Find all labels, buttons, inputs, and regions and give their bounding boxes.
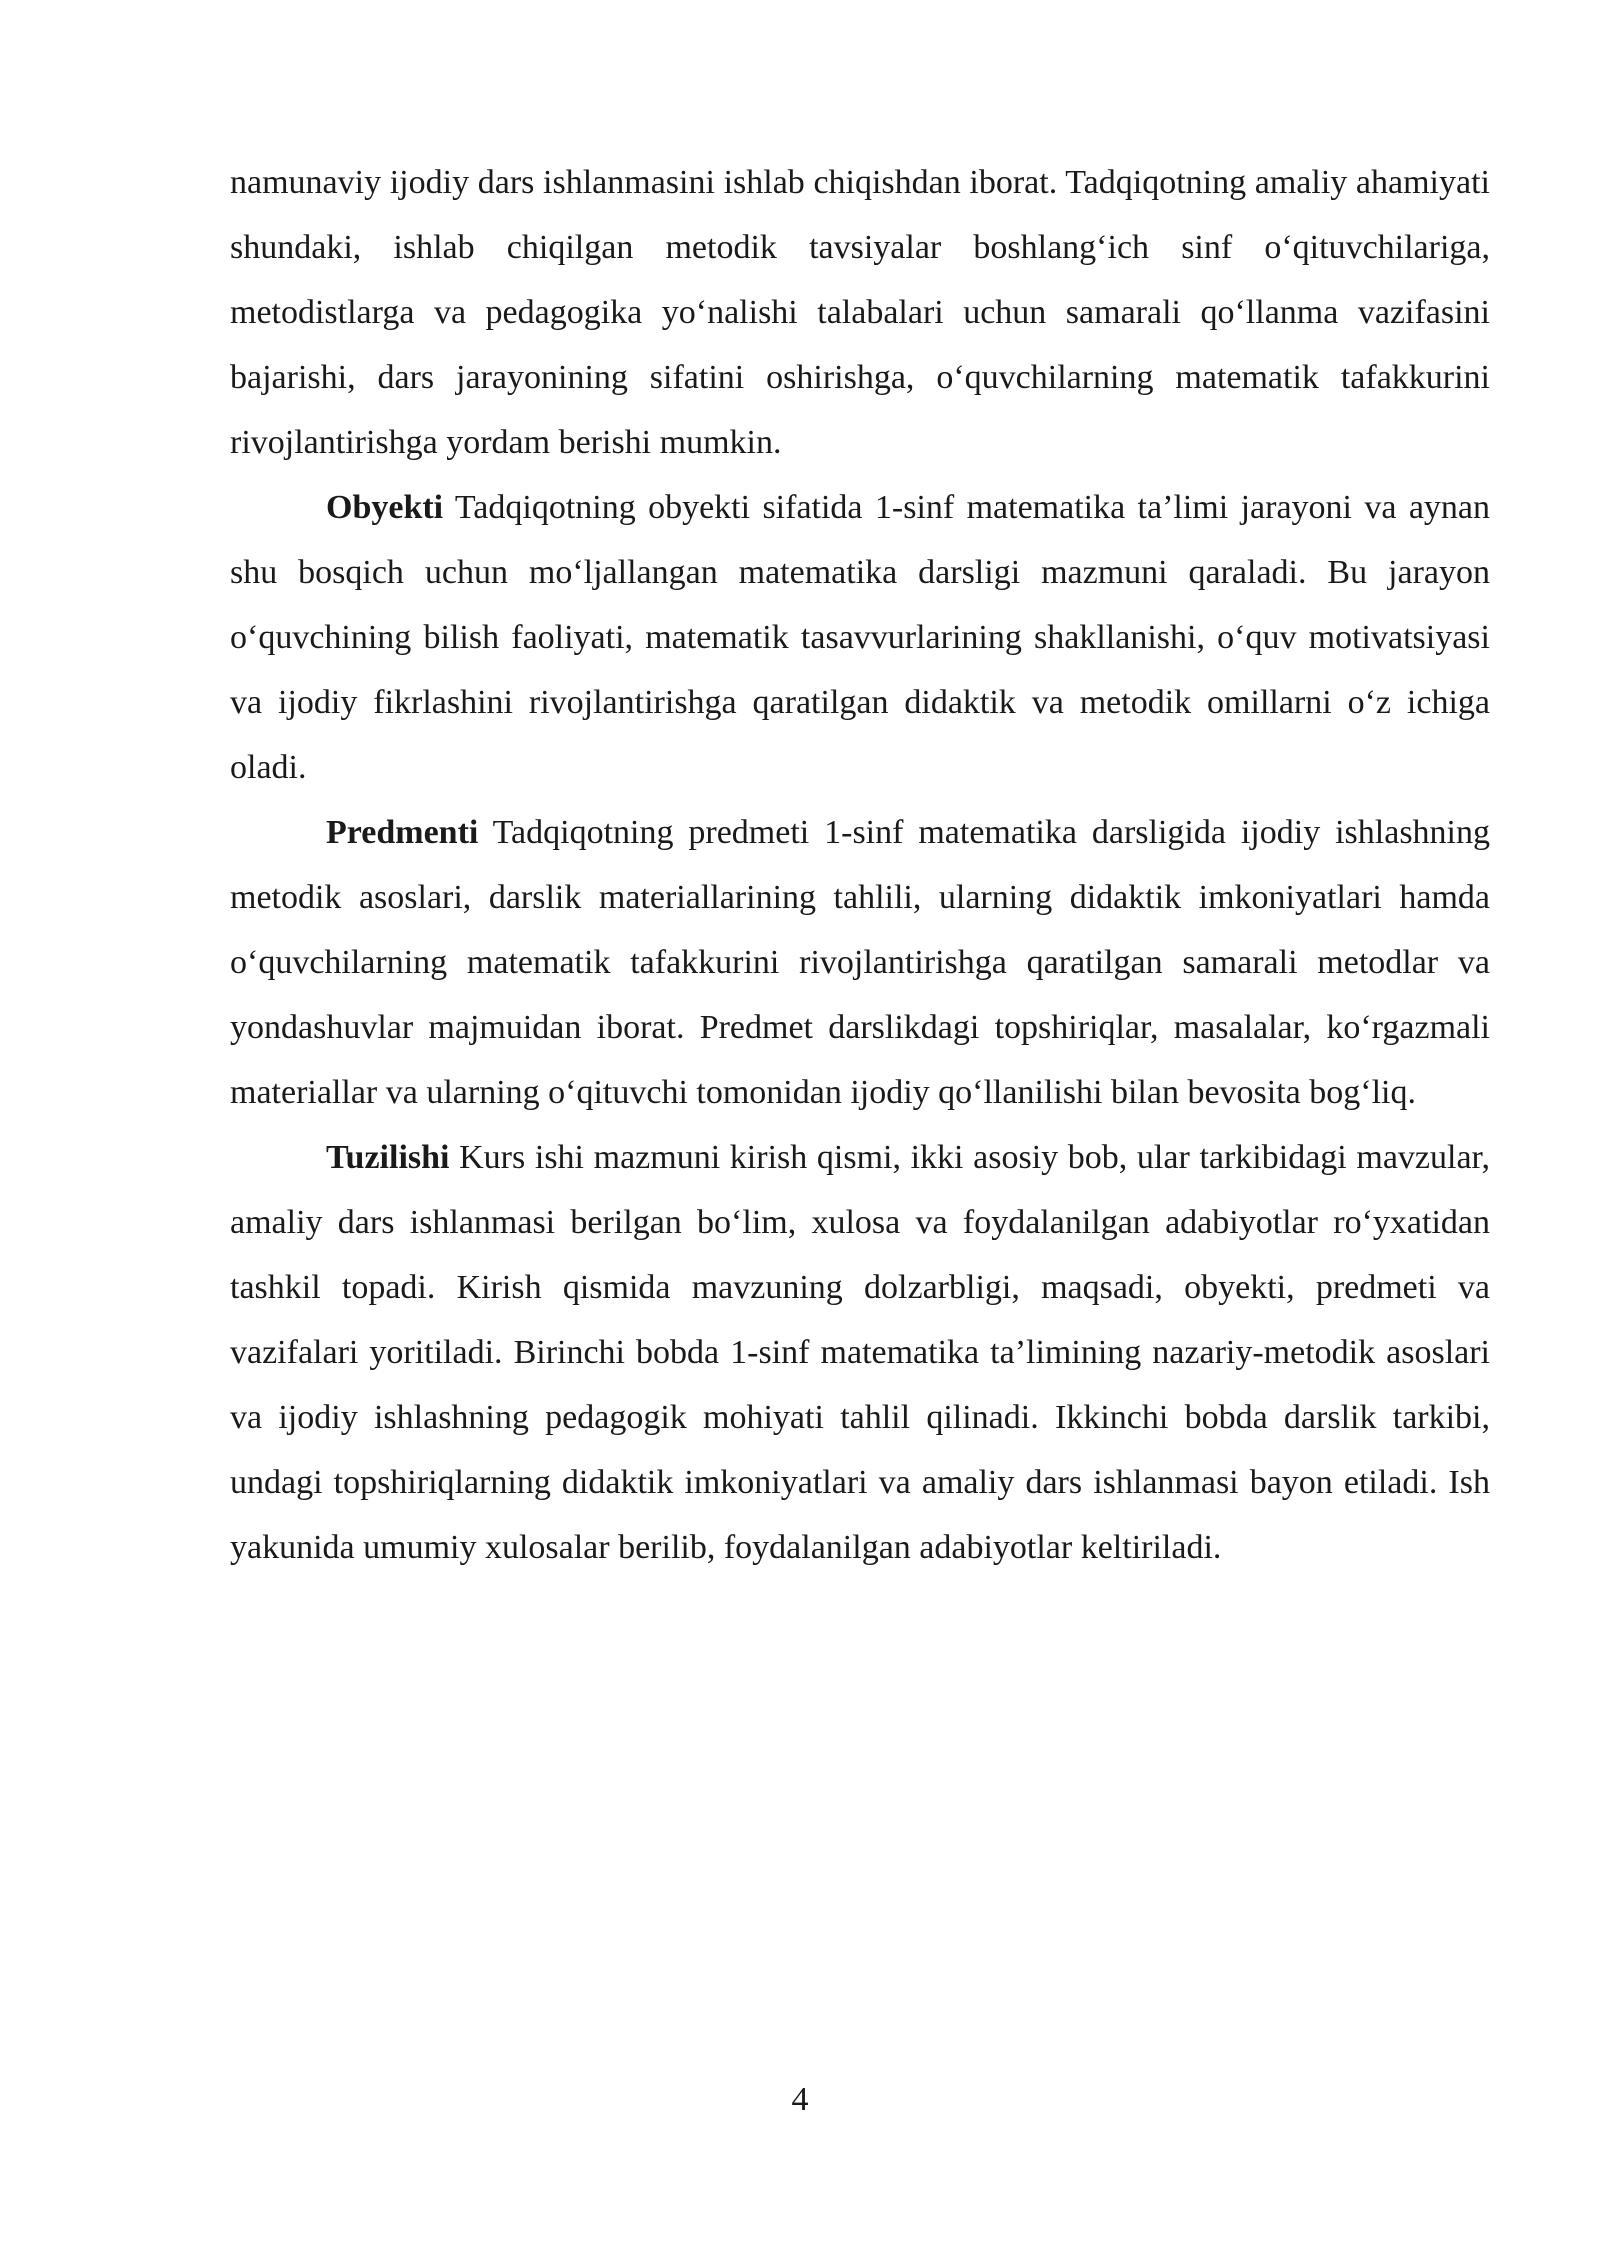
paragraph-object — [230, 475, 1490, 800]
paragraph-lead-structure: Tuzilishi — [326, 1139, 450, 1176]
paragraph-lead-object: Obyekti — [326, 489, 444, 526]
paragraph-text: namunaviy ijodiy dars ishlanmasini ishlab chiqishdan iborat. Tadqiqotning amaliy ahamiyati shundaki, ishlab chiqilgan metodik tavsiyalar boshlang‘ich sinf o‘qituvchilariga, metodistlarga va pedagogika yo‘nalishi talabalari uchun samarali qo‘llanma vazifasini bajarishi, dars jarayonining sifatini oshirishga, o‘quvchilarning matematik tafakkurini rivojlantirishga yordam berishi mumkin. — [230, 164, 1490, 461]
document-page — [230, 150, 1490, 1580]
paragraph-subject — [230, 800, 1490, 1125]
paragraph-intro-continuation — [230, 150, 1490, 475]
paragraph-lead-subject: Predmenti — [326, 814, 479, 851]
paragraph-text: Tadqiqotning predmeti 1-sinf matematika darsligida ijodiy ishlashning metodik asoslari, darslik materiallarining tahlili, ularning didaktik imkoniyatlari hamda o‘quvchilarning matematik tafakkurini rivojlantirishga qaratilgan samarali metodlar va yondashuvlar majmuidan iborat. Predmet darslikdagi topshiriqlar, masalalar, ko‘rgazmali materiallar va ularning o‘qituvchi tomonidan ijodiy qo‘llanilishi bilan bevosita bog‘liq. — [230, 814, 1490, 1111]
paragraph-structure — [230, 1125, 1490, 1580]
paragraph-text: Kurs ishi mazmuni kirish qismi, ikki asosiy bob, ular tarkibidagi mavzular, amaliy dars ishlanmasi berilgan bo‘lim, xulosa va foydalanilgan adabiyotlar ro‘yxatidan tashkil topadi. Kirish qismida mavzuning dolzarbligi, maqsadi, obyekti, predmeti va vazifalari yoritiladi. Birinchi bobda 1-sinf matematika ta’limining nazariy-metodik asoslari va ijodiy ishlashning pedagogik mohiyati tahlil qilinadi. Ikkinchi bobda darslik tarkibi, undagi topshiriqlarning didaktik imkoniyatlari va amaliy dars ishlanmasi bayon etiladi. Ish yakunida umumiy xulosalar berilib, foydalanilgan adabiyotlar keltiriladi. — [230, 1139, 1490, 1566]
paragraph-text: Tadqiqotning obyekti sifatida 1-sinf matematika ta’limi jarayoni va aynan shu bosqich uchun mo‘ljallangan matematika darsligi mazmuni qaraladi. Bu jarayon o‘quvchining bilish faoliyati, matematik tasavvurlarining shakllanishi, o‘quv motivatsiyasi va ijodiy fikrlashini rivojlantirishga qaratilgan didaktik va metodik omillarni o‘z ichiga oladi. — [230, 489, 1490, 786]
page-number: 4 — [791, 2081, 809, 2118]
